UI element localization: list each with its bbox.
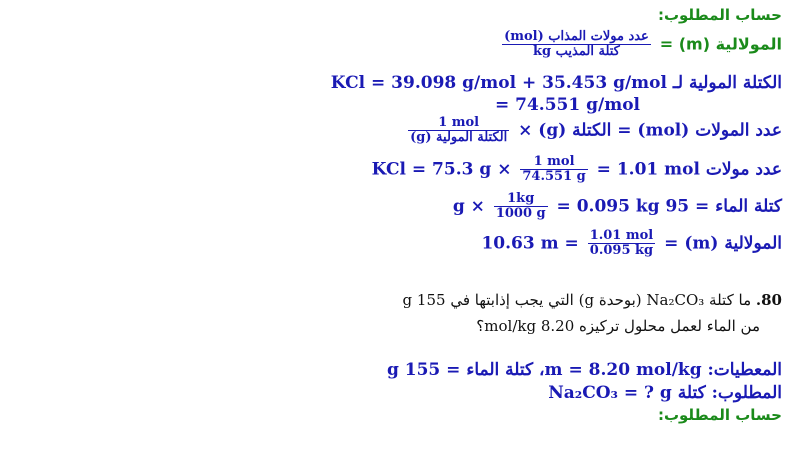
water-mass-calc (453, 192, 782, 222)
kcl-moles-den: 74.551 g (522, 169, 586, 185)
kcl-moles-fraction (520, 155, 587, 185)
moles-def-fraction (408, 116, 509, 146)
question-80-text1: ما كتلة Na₂CO₃ (بوحدة g) التي يجب إذابتها في 155 g (402, 291, 752, 309)
water-mass-den: 1000 g (495, 206, 546, 222)
section2-heading: حساب المطلوب: (657, 406, 782, 424)
moles-definition (405, 116, 782, 146)
molality-calc-fraction (588, 229, 656, 259)
moles-def-den: (g) الكتلة المولية (410, 130, 508, 146)
water-mass-num: 1kg (494, 192, 548, 207)
molality-def-num: (mol) عدد مولات المذاب (504, 29, 649, 44)
molality-calc-den: 0.095 kg (589, 243, 654, 259)
water-mass-result: = 0.095 kg (556, 196, 660, 217)
question-80-number: 80. (755, 291, 782, 309)
kcl-molar-mass-line1: الكتلة المولية لـ KCl = 39.098 g/mol + 35.453 g/mol (330, 73, 782, 93)
molality-def-den: kg كتلة المذيب (533, 44, 620, 60)
required-line: المطلوب: كتلة Na₂CO₃ = ? g (548, 383, 782, 403)
molality-def-fraction (502, 30, 651, 60)
water-mass-left: كتلة الماء = 95 g × (452, 196, 782, 217)
moles-def-num: 1 mol (408, 116, 509, 131)
givens-line: المعطيات: m = 8.20 mol/kg، كتلة الماء = 155 g (386, 360, 782, 380)
molality-calc-left: المولالية (m) = (664, 233, 782, 254)
kcl-moles-result: = 1.01 mol (596, 159, 700, 180)
molality-calc-num: 1.01 mol (589, 228, 654, 243)
question-80-line2: من الماء لعمل محلول تركيزه 8.20 mol/kg؟ (476, 317, 760, 335)
molality-definition (499, 30, 782, 60)
molality-calc-result: = 10.63 m (481, 233, 579, 254)
question-80-line1 (403, 291, 782, 309)
kcl-moles-left: عدد مولات KCl = 75.3 g × (371, 159, 782, 180)
kcl-moles-num: 1 mol (520, 155, 587, 170)
kcl-molar-mass-line2: = 74.551 g/mol (494, 95, 640, 115)
kcl-moles-calc (372, 155, 782, 185)
molality-calc (481, 229, 782, 259)
water-mass-fraction (494, 192, 548, 222)
moles-def-left: عدد المولات (mol) = الكتلة (g) × (518, 120, 782, 141)
section1-heading: حساب المطلوب: (657, 6, 782, 24)
molality-def-left: المولالية (m) = (659, 34, 782, 54)
